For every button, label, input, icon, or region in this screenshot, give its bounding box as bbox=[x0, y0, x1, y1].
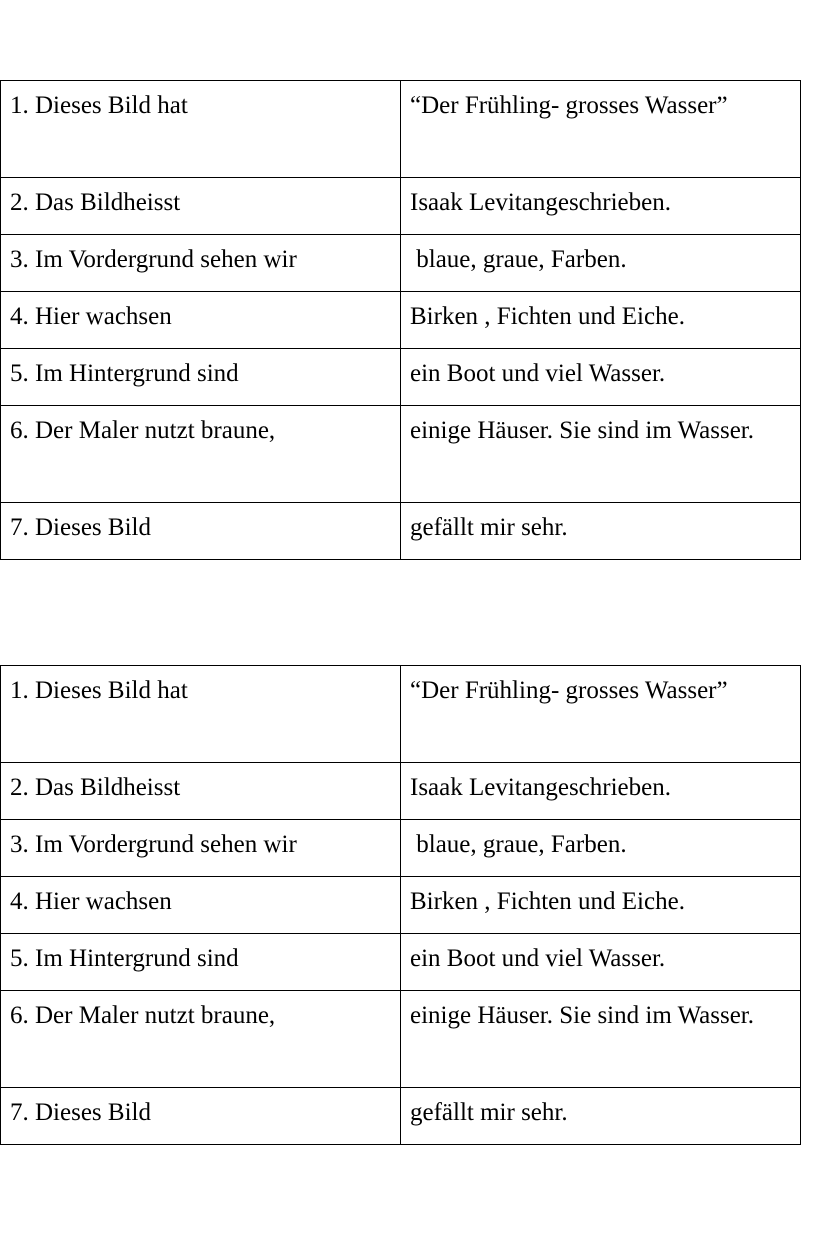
sentence-start-cell: 4. Hier wachsen bbox=[1, 877, 401, 934]
sentence-start-cell: 1. Dieses Bild hat bbox=[1, 81, 401, 178]
sentence-end-cell: “Der Frühling- grosses Wasser” bbox=[401, 81, 801, 178]
table-row bbox=[1, 934, 801, 991]
sentence-start-cell: 7. Dieses Bild bbox=[1, 503, 401, 560]
table-row bbox=[1, 1088, 801, 1145]
sentence-start-cell: 2. Das Bildheisst bbox=[1, 763, 401, 820]
table-row bbox=[1, 877, 801, 934]
sentence-start-cell: 7. Dieses Bild bbox=[1, 1088, 401, 1145]
table-row bbox=[1, 81, 801, 178]
table-row bbox=[1, 406, 801, 503]
table-row bbox=[1, 178, 801, 235]
sentence-end-cell: gefällt mir sehr. bbox=[401, 1088, 801, 1145]
sentence-start-cell: 1. Dieses Bild hat bbox=[1, 666, 401, 763]
sentence-end-cell: Isaak Levitangeschrieben. bbox=[401, 763, 801, 820]
sentence-end-cell: einige Häuser. Sie sind im Wasser. bbox=[401, 991, 801, 1088]
sentence-start-cell: 6. Der Maler nutzt braune, bbox=[1, 991, 401, 1088]
table-row bbox=[1, 503, 801, 560]
sentence-start-cell: 4. Hier wachsen bbox=[1, 292, 401, 349]
table-row bbox=[1, 235, 801, 292]
sentence-end-cell: Isaak Levitangeschrieben. bbox=[401, 178, 801, 235]
sentence-end-cell: Birken , Fichten und Eiche. bbox=[401, 877, 801, 934]
sentence-end-cell: “Der Frühling- grosses Wasser” bbox=[401, 666, 801, 763]
sentence-start-cell: 5. Im Hintergrund sind bbox=[1, 349, 401, 406]
sentence-start-cell: 5. Im Hintergrund sind bbox=[1, 934, 401, 991]
table-row bbox=[1, 666, 801, 763]
sentence-end-cell: gefällt mir sehr. bbox=[401, 503, 801, 560]
sentence-start-cell: 3. Im Vordergrund sehen wir bbox=[1, 235, 401, 292]
sentence-start-cell: 6. Der Maler nutzt braune, bbox=[1, 406, 401, 503]
sentence-end-cell: ein Boot und viel Wasser. bbox=[401, 349, 801, 406]
table-row bbox=[1, 991, 801, 1088]
sentence-end-cell: blaue, graue, Farben. bbox=[401, 235, 801, 292]
sentence-start-cell: 3. Im Vordergrund sehen wir bbox=[1, 820, 401, 877]
sentence-start-cell: 2. Das Bildheisst bbox=[1, 178, 401, 235]
matching-table-2 bbox=[0, 665, 801, 1145]
sentence-end-cell: Birken , Fichten und Eiche. bbox=[401, 292, 801, 349]
table-row bbox=[1, 349, 801, 406]
table-row bbox=[1, 763, 801, 820]
sentence-end-cell: blaue, graue, Farben. bbox=[401, 820, 801, 877]
matching-table-1 bbox=[0, 80, 801, 560]
table-row bbox=[1, 292, 801, 349]
table-row bbox=[1, 820, 801, 877]
sentence-end-cell: einige Häuser. Sie sind im Wasser. bbox=[401, 406, 801, 503]
sentence-end-cell: ein Boot und viel Wasser. bbox=[401, 934, 801, 991]
